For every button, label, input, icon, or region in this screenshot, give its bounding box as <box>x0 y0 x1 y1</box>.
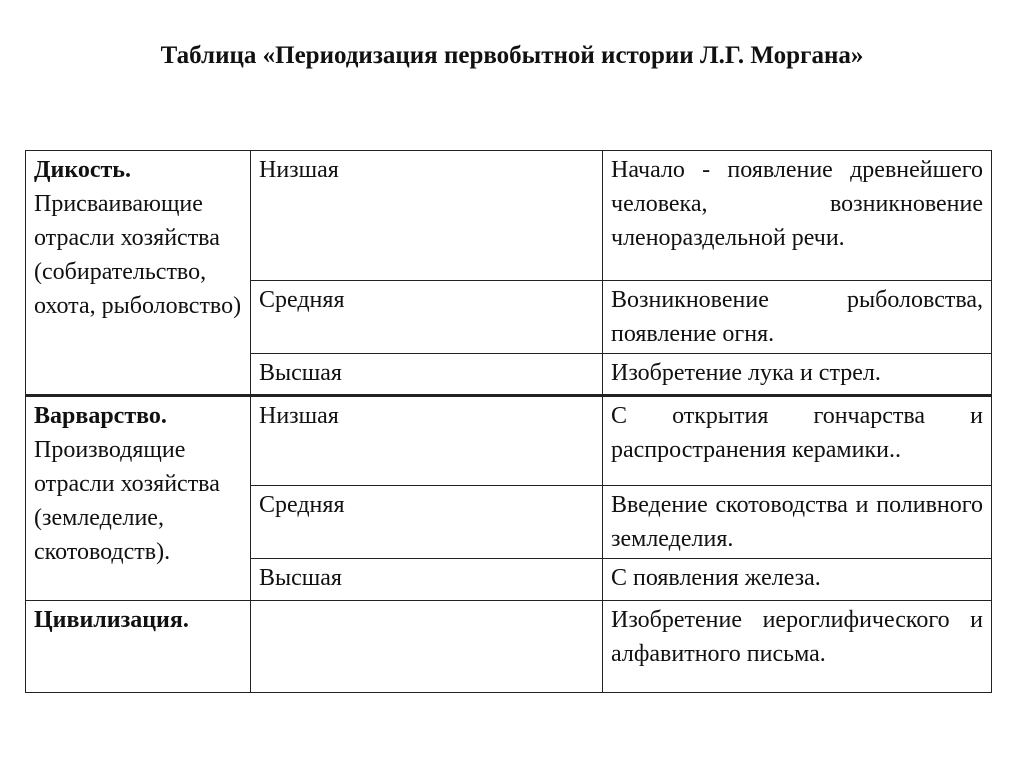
table-row <box>26 396 992 486</box>
event-cell: Начало - появление древнейшего человека, возникновение членораздельной речи. <box>603 151 992 281</box>
event-cell: Введение скотоводства и поливного земледелия. <box>603 486 992 559</box>
era-cell-barbarism <box>26 396 251 601</box>
table-row <box>26 151 992 281</box>
event-cell: С появления железа. <box>603 559 992 601</box>
event-cell: Изобретение иероглифического и алфавитного письма. <box>603 601 992 693</box>
era-name: Цивилизация. <box>34 607 189 633</box>
era-cell-civilization <box>26 601 251 693</box>
era-description: Присваивающие отрасли хозяйства (собирательство, охота, рыболовство) <box>34 191 242 319</box>
stage-cell: Высшая <box>251 559 603 601</box>
event-cell: Изобретение лука и стрел. <box>603 354 992 396</box>
stage-cell: Низшая <box>251 151 603 281</box>
event-cell: Возникновение рыболовства, появление огня. <box>603 281 992 354</box>
stage-cell: Низшая <box>251 396 603 486</box>
periodization-table <box>25 150 992 693</box>
era-name: Дикость. <box>34 157 131 183</box>
stage-cell <box>251 601 603 693</box>
table-row <box>26 601 992 693</box>
era-description: Производящие отрасли хозяйства (земледелие, скотоводств). <box>34 437 220 565</box>
stage-cell: Средняя <box>251 281 603 354</box>
page-title: Таблица «Периодизация первобытной истории Л.Г. Моргана» <box>160 42 864 69</box>
event-cell: С открытия гончарства и распространения керамики.. <box>603 396 992 486</box>
era-name: Варварство. <box>34 403 167 429</box>
era-cell-savagery <box>26 151 251 396</box>
stage-cell: Высшая <box>251 354 603 396</box>
stage-cell: Средняя <box>251 486 603 559</box>
